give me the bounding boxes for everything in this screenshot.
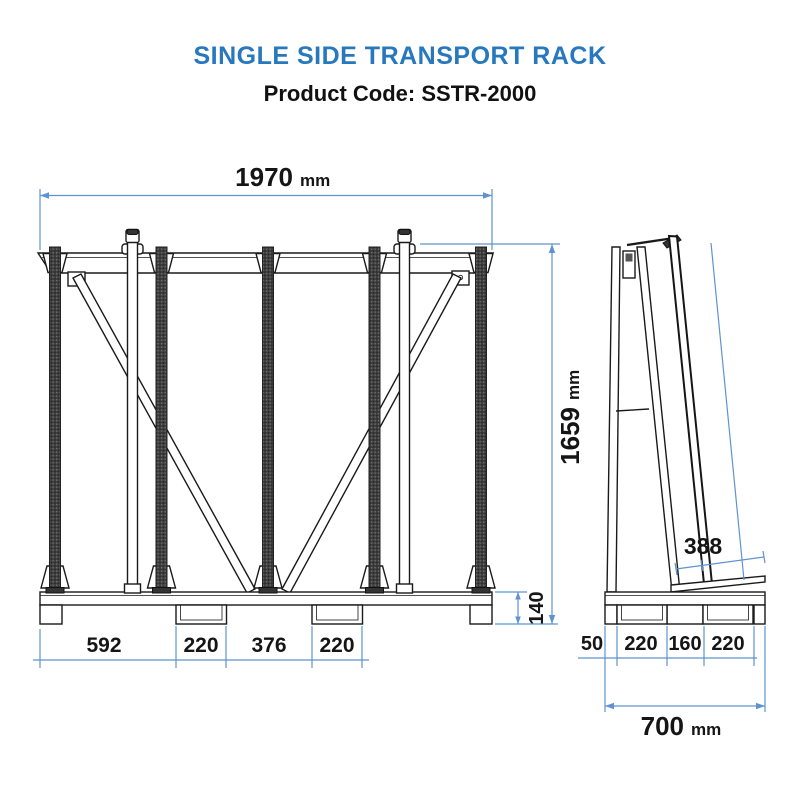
post-cap-top: [399, 230, 410, 235]
dim-value: 700: [640, 711, 684, 741]
front-view-drawing: [38, 230, 495, 625]
upright-post: [156, 247, 167, 588]
slant-extension-line: [711, 243, 744, 580]
post-sole-plate: [46, 588, 64, 594]
arrowhead: [515, 592, 521, 600]
back-leg: [607, 247, 620, 592]
dim-value: 376: [251, 634, 287, 657]
base-foot-right: [754, 605, 765, 624]
dim-value: 388: [683, 533, 723, 559]
arrowhead: [549, 615, 555, 624]
upright-post: [263, 247, 274, 588]
arrowhead: [605, 703, 614, 709]
dim-unit: mm: [691, 720, 722, 739]
base-slab: [605, 592, 765, 605]
post-base-plate: [397, 584, 413, 593]
front-base-pallet: [40, 592, 492, 624]
dim-overall-width: [40, 162, 492, 250]
fork-pocket: [703, 605, 753, 624]
dim-unit: mm: [300, 171, 331, 190]
upright-post: [50, 247, 61, 588]
lifting-post: [122, 230, 143, 594]
post-tube: [400, 234, 410, 588]
base-foot-right: [470, 605, 492, 624]
bottom-shelf: [671, 576, 765, 592]
dim-value: 220: [711, 633, 745, 655]
dim-value: 1970: [235, 162, 293, 192]
side-base-pallet: [605, 592, 765, 624]
fork-pocket: [312, 605, 363, 624]
dim-value: 220: [183, 634, 219, 657]
base-foot-left: [605, 605, 617, 624]
dim-value: 592: [86, 634, 122, 657]
product-code-label: Product Code:: [263, 81, 416, 106]
arrowhead: [483, 192, 492, 198]
dim-unit: mm: [564, 369, 583, 400]
dim-value: 1659: [555, 407, 585, 465]
base-foot-mid: [667, 605, 703, 624]
upright-post: [476, 247, 487, 588]
dim-base-height: [495, 591, 558, 624]
side-view-drawing: [605, 235, 765, 624]
arrowhead: [40, 192, 49, 198]
upright-post: [369, 247, 380, 588]
product-code-value: SSTR-2000: [421, 81, 537, 106]
dim-value: 160: [668, 633, 702, 655]
post-sole-plate: [472, 588, 490, 594]
top-hook-plate-inner: [626, 254, 633, 262]
joint-mark: [616, 409, 649, 411]
base-foot-left: [40, 605, 62, 624]
load-sheet: [669, 236, 712, 584]
post-tube: [128, 234, 138, 588]
dim-value: 220: [319, 634, 355, 657]
arrowhead: [549, 244, 555, 253]
leaning-panel: [637, 247, 680, 592]
post-cap-top: [127, 230, 138, 235]
page-title: SINGLE SIDE TRANSPORT RACK: [193, 42, 607, 70]
dim-value: 140: [526, 591, 548, 625]
post-sole-plate: [153, 588, 171, 594]
post-sole-plate: [366, 588, 384, 594]
dim-value: 50: [580, 633, 604, 655]
arrowhead: [515, 617, 521, 625]
arrowhead: [756, 703, 765, 709]
lifting-post: [394, 230, 415, 594]
fork-pocket: [617, 605, 667, 624]
dim-value: 220: [624, 633, 658, 655]
fork-pocket: [176, 605, 227, 624]
post-sole-plate: [259, 588, 277, 594]
post-base-plate: [125, 584, 141, 593]
base-slab: [40, 592, 492, 605]
dim-bottom-chain-front: [33, 626, 369, 668]
